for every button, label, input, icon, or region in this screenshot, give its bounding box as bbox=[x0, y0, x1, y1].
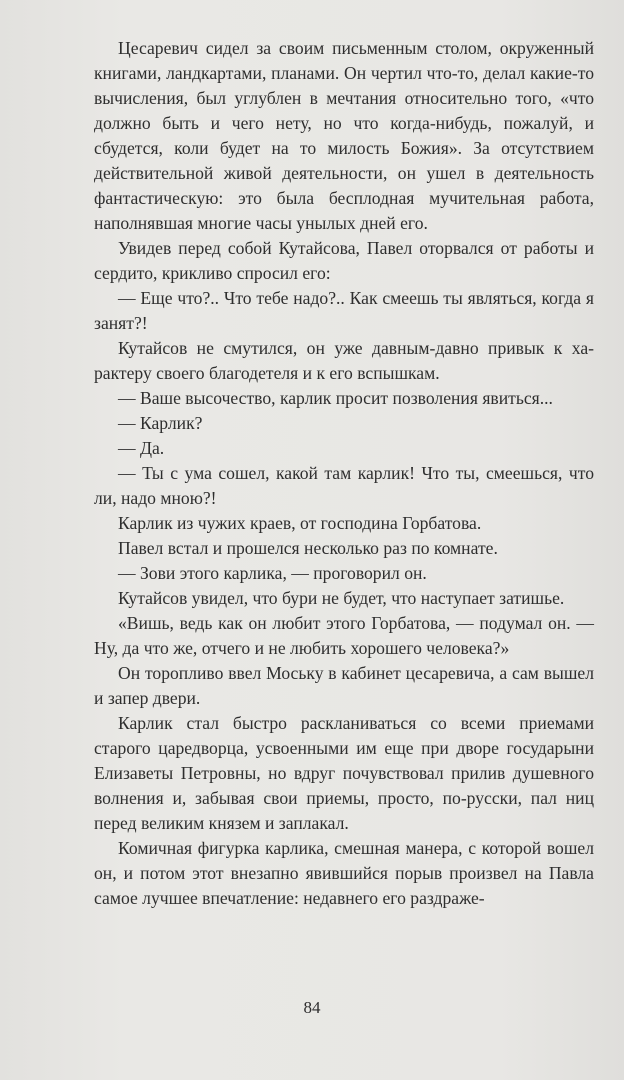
page-number: 84 bbox=[303, 998, 321, 1017]
paragraph: — Ваше высочество, карлик просит позволения явиться... bbox=[118, 388, 553, 408]
paragraph: Павел встал и прошелся несколько раз по комнате. bbox=[118, 538, 498, 558]
paragraph: Кутайсов не смутился, он уже давным-давно привык к характеру своего благодетеля и к его вспышкам. bbox=[94, 338, 594, 383]
page-text bbox=[94, 36, 594, 911]
paragraph: — Зови этого карлика, — проговорил он. bbox=[118, 563, 427, 583]
paragraph: Карлик стал быстро раскланиваться со всеми приемами старого царедворца, усвоенными им еще при дворе государыни Елизаветы Петровны, но вдруг почувствовал прилив душевного волнения и, забывая свои приемы, просто, по-русски, пал ниц перед великим князем и заплакал. bbox=[94, 713, 594, 833]
paragraph: Карлик из чужих краев, от господина Горбатова. bbox=[118, 513, 482, 533]
paragraph: Цесаревич сидел за своим письменным столом, окруженный книгами, ландкартами, планами. Он чертил что-то, делал какие-то вычисления, был углублен в мечтания относительно того, «что должно быть и чего нету, но что когда-нибудь, пожалуй, и сбудется, коли будет на то милость Божия». За отсутствием действительной живой деятельности, он ушел в деятельность фантастическую: это была бесплодная мучительная работа, наполнявшая многие часы унылых дней его. bbox=[94, 38, 594, 233]
paragraph: Комичная фигурка карлика, смешная манера, с которой вошел он, и потом этот внезапно явившийся порыв произвел на Павла самое лучшее впечатление: недавнего его раздраже- bbox=[94, 838, 594, 908]
paragraph: Он торопливо ввел Моську в кабинет цесаревича, а сам вышел и запер двери. bbox=[94, 663, 594, 708]
paragraph: Кутайсов увидел, что бури не будет, что наступает затишье. bbox=[118, 588, 565, 608]
paragraph: — Еще что?.. Что тебе надо?.. Как смеешь ты являться, когда я занят?! bbox=[94, 288, 594, 333]
paragraph: — Ты с ума сошел, какой там карлик! Что ты, смеешься, что ли, надо мною?! bbox=[94, 463, 594, 508]
paragraph: «Вишь, ведь как он любит этого Горбатова, — подумал он. — Ну, да что же, отчего и не любить хорошего человека?» bbox=[94, 613, 594, 658]
paragraph: — Да. bbox=[118, 438, 165, 458]
paragraph: Увидев перед собой Кутайсова, Павел оторвался от работы и сердито, крикливо спросил его: bbox=[94, 238, 594, 283]
paragraph: — Карлик? bbox=[118, 413, 203, 433]
